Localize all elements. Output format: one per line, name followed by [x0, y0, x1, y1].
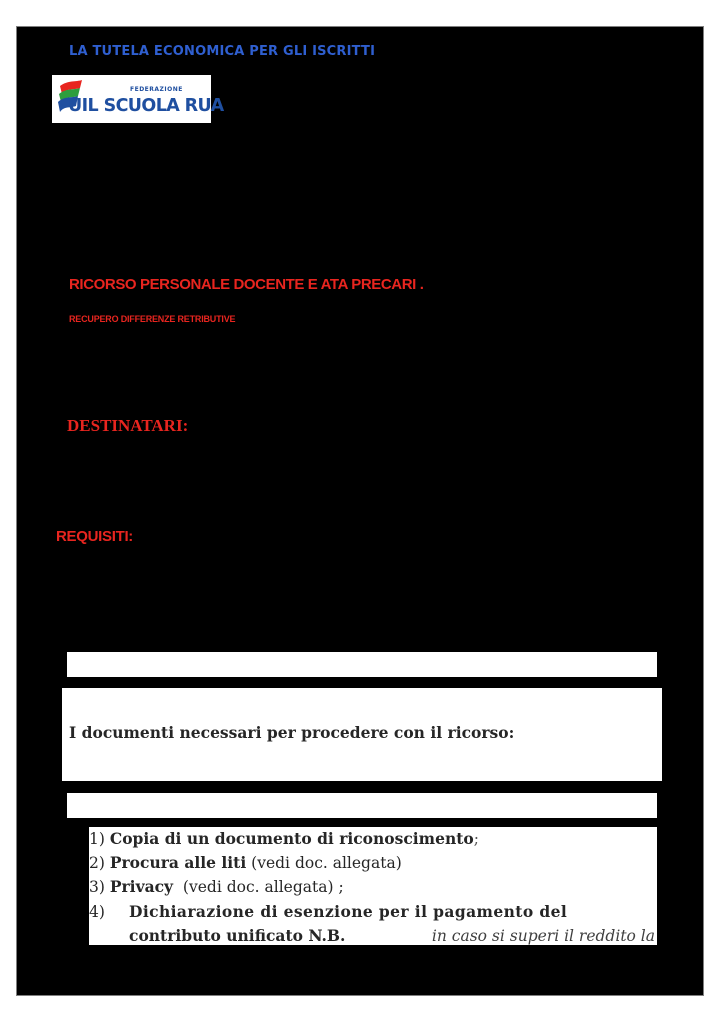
section-title: RICORSO PERSONALE DOCENTE E ATA PRECARI . [69, 276, 424, 293]
list-item [89, 851, 402, 875]
list-item-rest: ; [473, 830, 479, 848]
list-item [89, 827, 479, 851]
list-item-bold: Copia di un documento di riconoscimento [109, 829, 474, 848]
list-item-italic: in caso si superi il reddito la [431, 927, 655, 945]
section-subtitle: RECUPERO DIFFERENZE RETRIBUTIVE [69, 314, 236, 324]
list-item-bold: contributo unificato N.B. [129, 926, 346, 945]
blank-bar-top [67, 652, 657, 677]
list-item-number: 2) [89, 854, 105, 872]
logo-name: UIL SCUOLA RUA [68, 96, 224, 116]
requisiti-label: REQUISITI: [56, 528, 134, 545]
header-title: LA TUTELA ECONOMICA PER GLI ISCRITTI [69, 44, 376, 59]
documents-heading: I documenti necessari per procedere con il ricorso: [69, 723, 515, 742]
list-item-rest: (vedi doc. allegata) [246, 854, 402, 872]
documents-list [89, 827, 657, 945]
logo-federazione: FEDERAZIONE [130, 86, 183, 93]
list-item-bold: Dichiarazione di esenzione per il pagamento del [129, 902, 568, 921]
list-item [89, 875, 344, 899]
documents-heading-box [62, 688, 662, 781]
list-item-line [129, 900, 655, 924]
list-item-bold: Procura alle liti [109, 853, 247, 872]
list-item-number: 4) [89, 903, 105, 921]
list-item-line [129, 924, 655, 945]
destinatari-label: DESTINATARI: [67, 416, 189, 435]
blank-bar-bottom [67, 793, 657, 818]
uil-scuola-logo [52, 75, 224, 123]
list-item-number: 3) [89, 878, 105, 896]
list-item-number: 1) [89, 830, 105, 848]
list-item-bold: Privacy [109, 877, 174, 896]
list-item-rest: (vedi doc. allegata) ; [173, 878, 344, 896]
